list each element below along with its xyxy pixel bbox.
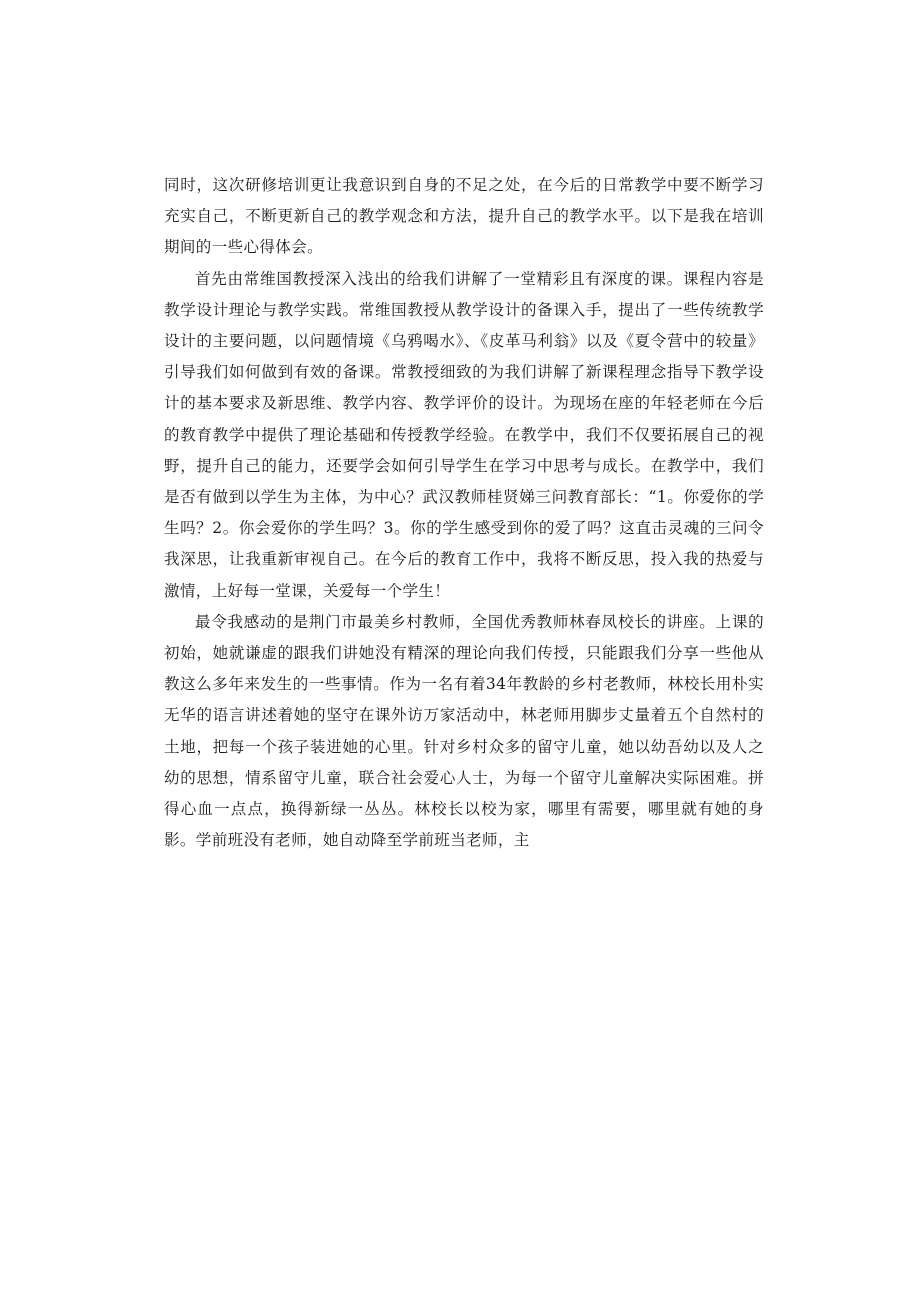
paragraph-professor-lecture: 首先由常维国教授深入浅出的给我们讲解了一堂精彩且有深度的课。课程内容是教学设计理论与教学实践。常维国教授从教学设计的备课入手，提出了一些传统教学设计的主要问题，以问题情境《乌鸦喝水》、《皮革马利翁》以及《夏令营中的较量》引导我们如何做到有效的备课。常教授细致的为我们讲解了新课程理念指导下教学设计的基本要求及新思维、教学内容、教学评价的设计。为现场在座的年轻老师在今后的教育教学中提供了理论基础和传授教学经验。在教学中，我们不仅要拓展自己的视野，提升自己的能力，还要学会如何引导学生在学习中思考与成长。在教学中，我们是否有做到以学生为主体，为中心？武汉教师桂贤娣三问教育部长：“1。你爱你的学生吗？2。你会爱你的学生吗？3。你的学生感受到你的爱了吗？这直击灵魂的三问令我深思，让我重新审视自己。在今后的教育工作中，我将不断反思，投入我的热爱与激情，上好每一堂课，关爱每一个学生！ [164,269,764,600]
document-body [164,170,764,856]
paragraph-intro: 同时，这次研修培训更让我意识到自身的不足之处，在今后的日常教学中要不断学习充实自己，不断更新自己的教学观念和方法，提升自己的教学水平。以下是我在培训期间的一些心得体会。 [164,176,764,257]
paragraph-principal-lecture: 最令我感动的是荆门市最美乡村教师，全国优秀教师林春凤校长的讲座。上课的初始，她就谦虚的跟我们讲她没有精深的理论向我们传授，只能跟我们分享一些他从教这么多年来发生的一些事情。作为一名有着34年教龄的乡村老教师，林校长用朴实无华的语言讲述着她的坚守在课外访万家活动中，林老师用脚步丈量着五个自然村的土地，把每一个孩子装进她的心里。针对乡村众多的留守儿童，她以幼吾幼以及人之幼的思想，情系留守儿童，联合社会爱心人士，为每一个留守儿童解决实际困难。拼得心血一点点，换得新绿一丛丛。林校长以校为家，哪里有需要，哪里就有她的身影。学前班没有老师，她自动降至学前班当老师，主 [164,612,764,850]
